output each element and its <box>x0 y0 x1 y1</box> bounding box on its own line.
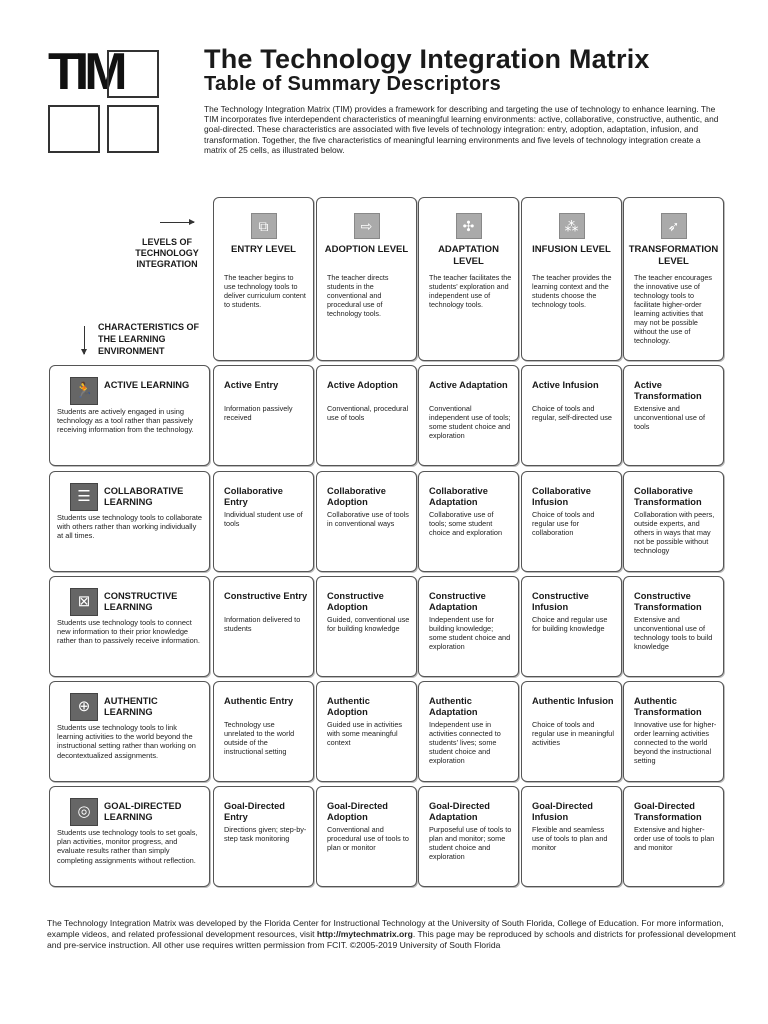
matrix-cell-description: Collaboration with peers, outside experts, and others in ways that may not be possible without technology <box>634 510 715 555</box>
matrix-cell <box>316 471 417 572</box>
characteristic-name: COLLABORATIVE LEARNING <box>104 486 184 507</box>
matrix-cell-title: Goal-Directed Adaptation <box>429 801 490 822</box>
level-description: The teacher directs students in the conventional and procedural use of technology tools. <box>327 273 389 318</box>
matrix-cell-description: Information passively received <box>224 404 293 422</box>
level-name: ADOPTION LEVEL <box>324 244 409 255</box>
level-header-cell <box>316 197 417 361</box>
level-name: ADAPTATION LEVEL <box>438 244 499 267</box>
matrix-cell-description: Purposeful use of tools to plan and monitor; some student choice and exploration <box>429 825 512 861</box>
matrix-cell <box>623 576 724 677</box>
matrix-cell <box>213 471 314 572</box>
level-description: The teacher facilitates the students’ exploration and independent use of technology tools. <box>429 273 512 309</box>
matrix-cell <box>521 365 622 466</box>
matrix-cell <box>213 576 314 677</box>
matrix-cell-title: Constructive Adoption <box>327 591 384 612</box>
footer-text-1: The Technology Integration Matrix was developed by the Florida Center for Instructional Technology at the University of South Florida, College of Education. For more information, example videos, and related professional development resources, visit <box>47 918 724 939</box>
adaptation-icon: ✣ <box>456 213 482 239</box>
characteristic-cell <box>49 471 210 572</box>
footer-text-2: . This page may be reproduced by schools and districts for professional development and pre-service instruction. All other use requires written permission from FCIT. ©2005-2019 University of South Florida <box>47 929 736 950</box>
matrix-cell-title: Goal-Directed Entry <box>224 801 285 822</box>
matrix-cell-title: Active Adaptation <box>429 380 508 390</box>
footer-link[interactable]: http://mytechmatrix.org <box>316 929 413 939</box>
matrix-cell-description: Collaborative use of tools in conventional ways <box>327 510 409 528</box>
matrix-cell-title: Authentic Infusion <box>532 696 614 706</box>
characteristic-description: Students use technology tools to collaborate with others rather than working individually at all times. <box>57 513 203 541</box>
matrix-cell <box>316 576 417 677</box>
matrix-cell <box>623 681 724 782</box>
matrix-cell-description: Technology use unrelated to the world outside of the instructional setting <box>224 720 295 756</box>
matrix-cell-description: Collaborative use of tools; some student choice and exploration <box>429 510 503 537</box>
matrix-cell-title: Goal-Directed Adoption <box>327 801 388 822</box>
level-name: TRANSFORMATION LEVEL <box>628 244 719 267</box>
infusion-icon: ⁂ <box>559 213 585 239</box>
level-name: INFUSION LEVEL <box>532 244 611 255</box>
matrix-cell <box>418 681 519 782</box>
matrix-cell <box>213 681 314 782</box>
matrix-cell-title: Authentic Transformation <box>634 696 702 717</box>
target-icon: ◎ <box>70 798 98 826</box>
matrix-cell <box>521 576 622 677</box>
characteristic-description: Students are actively engaged in using technology as a tool rather than passively receiving information from the technology. <box>57 407 194 435</box>
characteristic-cell <box>49 786 210 887</box>
characteristic-name: GOAL-DIRECTED LEARNING <box>104 801 182 822</box>
level-header-cell <box>623 197 724 361</box>
matrix-cell-description: Choice and regular use for building knowledge <box>532 615 608 633</box>
matrix-cell-title: Active Adoption <box>327 380 398 390</box>
matrix-cell-description: Directions given; step-by-step task monitoring <box>224 825 307 843</box>
matrix-cell <box>521 786 622 887</box>
characteristic-description: Students use technology tools to connect new information to their prior knowledge rather than to passively receive information. <box>57 618 200 646</box>
rocket-icon: ➶ <box>661 213 687 239</box>
running-figure-icon: 🏃 <box>70 377 98 405</box>
matrix-cell-description: Conventional and procedural use of tools to plan or monitor <box>327 825 409 852</box>
logo-square-3 <box>48 105 100 153</box>
matrix-cell <box>316 365 417 466</box>
levels-axis-label: LEVELS OF TECHNOLOGY INTEGRATION <box>135 237 199 269</box>
matrix-cell-title: Constructive Entry <box>224 591 308 601</box>
level-description: The teacher begins to use technology tools to deliver curriculum content to students. <box>224 273 306 309</box>
matrix-cell <box>623 365 724 466</box>
matrix-cell-title: Collaborative Adaptation <box>429 486 488 507</box>
matrix-cell-description: Guided, conventional use for building knowledge <box>327 615 410 633</box>
level-header-cell <box>521 197 622 361</box>
matrix-cell-title: Authentic Adoption <box>327 696 370 717</box>
collaboration-icon: ☰ <box>70 483 98 511</box>
tim-logo <box>48 43 166 155</box>
matrix-cell-description: Extensive and unconventional use of technology tools to build knowledge <box>634 615 713 651</box>
matrix-cell-title: Goal-Directed Transformation <box>634 801 702 822</box>
matrix-cell-description: Extensive and unconventional use of tools <box>634 404 705 431</box>
matrix-cell-title: Collaborative Entry <box>224 486 283 507</box>
characteristic-description: Students use technology tools to link learning activities to the world beyond the instructional setting rather than working on decontextualized assignments. <box>57 723 196 760</box>
adoption-arrow-icon: ⇨ <box>354 213 380 239</box>
logo-square-2 <box>107 50 159 98</box>
characteristic-name: AUTHENTIC LEARNING <box>104 696 158 717</box>
logo-square-1 <box>48 43 123 101</box>
matrix-cell-title: Constructive Transformation <box>634 591 702 612</box>
characteristic-cell <box>49 365 210 466</box>
matrix-cell-description: Flexible and seamless use of tools to plan and monitor <box>532 825 608 852</box>
matrix-cell <box>521 471 622 572</box>
characteristic-name: CONSTRUCTIVE LEARNING <box>104 591 178 612</box>
matrix-cell-description: Information delivered to students <box>224 615 301 633</box>
level-name: ENTRY LEVEL <box>231 244 296 255</box>
logo-square-4 <box>107 105 159 153</box>
matrix-cell-description: Guided use in activities with some meaningful context <box>327 720 403 747</box>
matrix-cell <box>316 681 417 782</box>
matrix-cell-title: Collaborative Transformation <box>634 486 702 507</box>
matrix-cell-description: Extensive and higher-order use of tools to plan and monitor <box>634 825 715 852</box>
matrix-cell-title: Active Infusion <box>532 380 599 390</box>
matrix-cell-description: Innovative use for higher-order learning activities connected to the world beyond the instructional setting <box>634 720 717 765</box>
matrix-cell <box>213 365 314 466</box>
entry-icon: ⧉ <box>251 213 277 239</box>
matrix-cell <box>418 576 519 677</box>
matrix-cell-description: Conventional independent use of tools; some student choice and exploration <box>429 404 511 440</box>
matrix-cell <box>623 786 724 887</box>
matrix-cell <box>316 786 417 887</box>
matrix-cell <box>418 365 519 466</box>
matrix-cell-description: Conventional, procedural use of tools <box>327 404 409 422</box>
level-description: The teacher provides the learning context and the students choose the technology tools. <box>532 273 612 309</box>
matrix-cell-description: Choice of tools and regular, self-directed use <box>532 404 612 422</box>
characteristic-name: ACTIVE LEARNING <box>104 380 190 390</box>
level-header-cell <box>418 197 519 361</box>
matrix-cell-description: Independent use for building knowledge; some student choice and exploration <box>429 615 511 651</box>
right-arrow-icon <box>160 222 194 223</box>
matrix-cell-title: Active Transformation <box>634 380 702 401</box>
level-header-cell <box>213 197 314 361</box>
matrix-cell <box>418 786 519 887</box>
level-description: The teacher encourages the innovative use of technology tools to facilitate higher-order learning activities that may not be possible without the use of technology. <box>634 273 712 345</box>
intro-paragraph: The Technology Integration Matrix (TIM) provides a framework for describing and targeting the use of technology to enhance learning. The TIM incorporates five interdependent characteristics of meaningful learning environments: active, collaborative, constructive, authentic, and goal-directed. These characteristics are associated with five levels of technology integration: entry, adoption, adaptation, infusion, and transformation. Together, the five characteristics of meaningful learning environments and five levels of technology integration create a matrix of 25 cells, as illustrated below. <box>204 104 719 155</box>
building-blocks-icon: ⊠ <box>70 588 98 616</box>
matrix-cell-description: Choice of tools and regular use in meaningful activities <box>532 720 614 747</box>
characteristic-description: Students use technology tools to set goals, plan activities, monitor progress, and evaluate results rather than simply completing assignments without reflection. <box>57 828 198 865</box>
matrix-cell <box>521 681 622 782</box>
page-subtitle: Table of Summary Descriptors <box>204 73 502 95</box>
matrix-cell-title: Goal-Directed Infusion <box>532 801 593 822</box>
characteristic-cell <box>49 576 210 677</box>
page-title: The Technology Integration Matrix <box>204 44 650 74</box>
matrix-cell <box>418 471 519 572</box>
logo-text: TIM <box>48 43 123 101</box>
matrix-cell-description: Independent use in activities connected to students’ lives; some student choice and exploration <box>429 720 501 765</box>
characteristic-cell <box>49 681 210 782</box>
footer-note <box>47 918 737 951</box>
matrix-cell-title: Active Entry <box>224 380 279 390</box>
matrix-cell-title: Constructive Infusion <box>532 591 589 612</box>
matrix-cell-description: Individual student use of tools <box>224 510 303 528</box>
globe-icon: ⊕ <box>70 693 98 721</box>
down-arrow-icon <box>84 326 85 354</box>
matrix-cell-title: Authentic Adaptation <box>429 696 478 717</box>
matrix-cell-title: Constructive Adaptation <box>429 591 486 612</box>
matrix-cell-description: Choice of tools and regular use for collaboration <box>532 510 595 537</box>
matrix-cell <box>213 786 314 887</box>
matrix-cell-title: Authentic Entry <box>224 696 294 706</box>
characteristics-axis-label: CHARACTERISTICS OF THE LEARNING ENVIRONMENT <box>98 322 199 356</box>
matrix-cell <box>623 471 724 572</box>
matrix-cell-title: Collaborative Adoption <box>327 486 386 507</box>
matrix-cell-title: Collaborative Infusion <box>532 486 591 507</box>
